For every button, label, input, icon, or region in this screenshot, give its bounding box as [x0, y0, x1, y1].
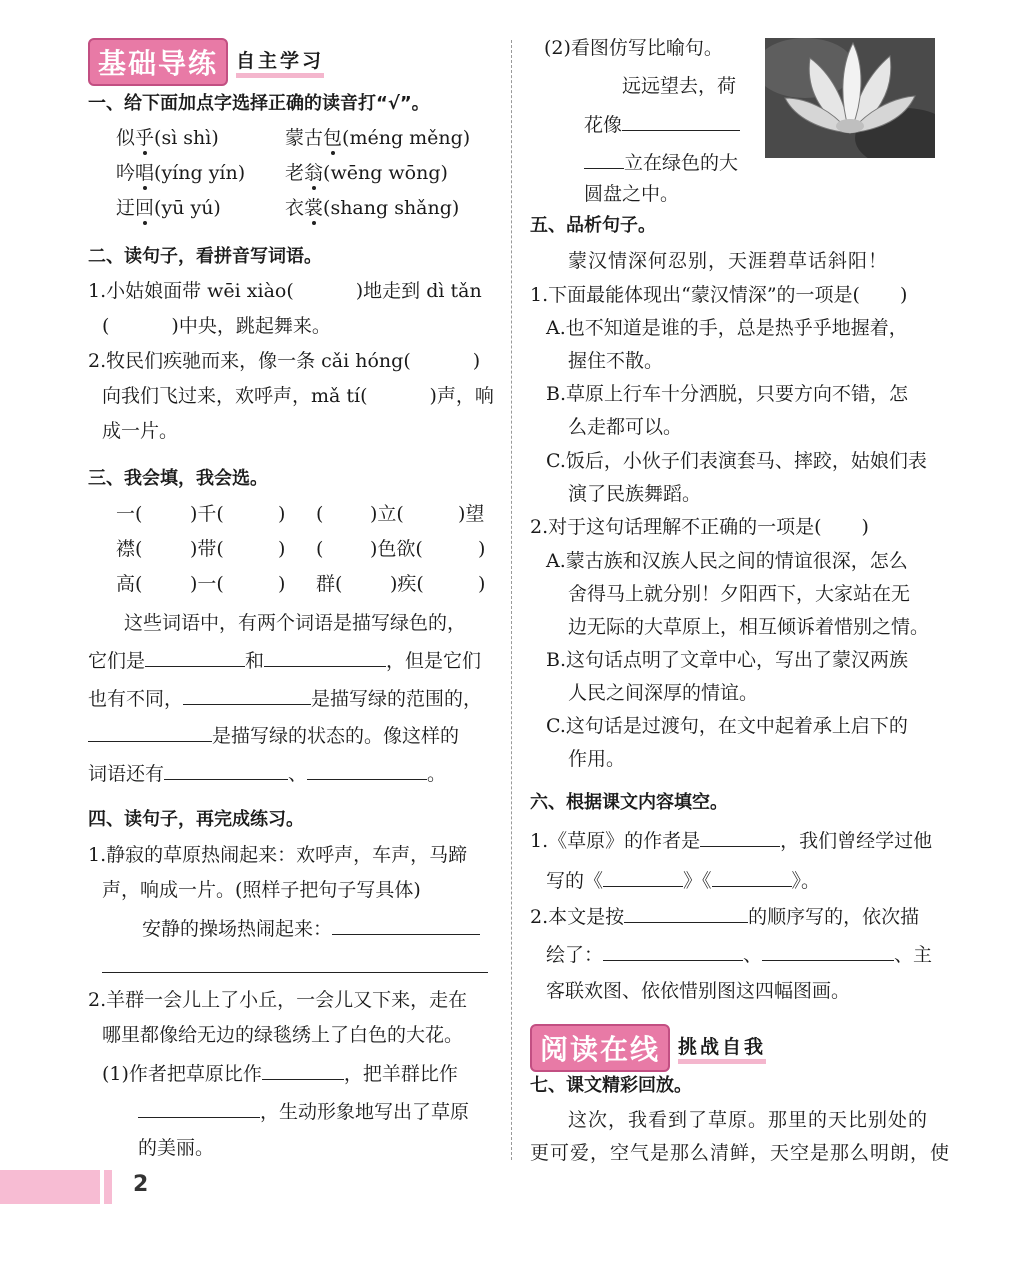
question-line: 远远望去，荷 — [622, 75, 737, 97]
pinyin-item: 老翁(wēng wōng) — [285, 162, 448, 184]
question-line: 1.《草原》的作者是 ，我们曾经学过他 — [530, 830, 933, 852]
pinyin-item: 衣裳(shang shǎng) — [285, 197, 460, 219]
banner-title: 阅读在线 — [530, 1024, 670, 1072]
question-line: 成一片。 — [102, 420, 179, 442]
question-line: 1.下面最能体现出“蒙汉情深”的一项是( ) — [530, 284, 908, 306]
option-line: 舍得马上就分别！夕阳西下，大家站在无 — [568, 583, 911, 605]
banner-subtitle: 自主学习 — [236, 46, 324, 78]
passage-line: 更可爱，空气是那么清鲜，天空是那么明朗，使 — [530, 1142, 951, 1164]
question-line: 1.静寂的草原热闹起来：欢呼声，车声，马蹄 — [88, 844, 468, 866]
section-1-heading: 一、给下面加点字选择正确的读音打“√”。 — [88, 93, 430, 114]
question-line: 花像 — [584, 112, 740, 137]
paragraph-line: 词语还有 、 。 — [88, 763, 447, 785]
pinyin-item: 吟唱(yíng yín) — [116, 162, 246, 184]
question-line: 的美丽。 — [138, 1137, 215, 1159]
option-line: 边无际的大草原上，相互倾诉着惜别之情。 — [568, 616, 930, 638]
option-line: A.蒙古族和汉族人民之间的情谊很深，怎么 — [546, 550, 908, 572]
paragraph-line: 它们是 和 ，但是它们 — [88, 650, 482, 672]
option-line: B.这句话点明了文章中心，写出了蒙汉两族 — [546, 649, 909, 671]
section-banner-basic — [88, 38, 324, 86]
paragraph-line: 这些词语中，有两个词语是描写绿色的， — [124, 612, 467, 634]
question-line: 立在绿色的大 — [584, 150, 738, 175]
option-line: 么走都可以。 — [568, 416, 683, 438]
answer-line — [102, 972, 488, 973]
footer-bar-accent — [104, 1170, 112, 1204]
section-2-heading: 二、读句子，看拼音写词语。 — [88, 246, 322, 267]
option-line: A.也不知道是谁的手，总是热乎乎地握着， — [546, 317, 908, 339]
question-line: 1.小姑娘面带 wēi xiào( )地走到 dì tǎn — [88, 280, 482, 302]
option-line: C.饭后，小伙子们表演套马、摔跤，姑娘们表 — [546, 450, 927, 472]
option-line: B.草原上行车十分洒脱，只要方向不错，怎 — [546, 383, 909, 405]
question-line: 2.对于这句话理解不正确的一项是( ) — [530, 516, 869, 538]
option-line: 作用。 — [568, 748, 626, 770]
question-line: 写的《 》《 》。 — [546, 870, 821, 892]
pinyin-item: 蒙古包(méng měng) — [285, 127, 471, 149]
pinyin-item: 迂回(yū yú) — [116, 197, 221, 219]
question-line: ( )中央，跳起舞来。 — [102, 315, 331, 337]
section-5-heading: 五、品析句子。 — [530, 215, 656, 236]
banner-subtitle: 挑战自我 — [678, 1032, 766, 1064]
banner-title: 基础导练 — [88, 38, 228, 86]
page-number: 2 — [133, 1172, 149, 1197]
pinyin-item: 似乎(sì shì) — [116, 127, 219, 149]
paragraph-line: 是描写绿的状态的。像这样的 — [88, 723, 459, 748]
section-6-heading: 六、根据课文内容填空。 — [530, 792, 728, 813]
question-line: 2.本文是按 的顺序写的，依次描 — [530, 906, 920, 928]
section-7-heading: 七、课文精彩回放。 — [530, 1075, 692, 1096]
footer-bar — [0, 1170, 100, 1204]
question-line: 向我们飞过来，欢呼声，mǎ tí( )声，响 — [102, 385, 494, 407]
question-line: 2.羊群一会儿上了小丘，一会儿又下来，走在 — [88, 989, 468, 1011]
question-line: 哪里都像给无边的绿毯绣上了白色的大花。 — [102, 1024, 464, 1046]
question-line: ，生动形象地写出了草原 — [138, 1099, 469, 1124]
section-3-heading: 三、我会填，我会选。 — [88, 468, 268, 489]
quote-line: 蒙汉情深何忍别，天涯碧草话斜阳！ — [568, 250, 889, 272]
option-line: 握住不散。 — [568, 350, 664, 372]
question-line: 圆盘之中。 — [584, 183, 680, 205]
section-banner-reading — [530, 1024, 766, 1072]
lotus-image — [765, 38, 935, 158]
question-line: 声，响成一片。(照样子把句子写具体) — [102, 879, 421, 901]
section-4-heading: 四、读句子，再完成练习。 — [88, 809, 304, 830]
question-line: (1)作者把草原比作 ，把羊群比作 — [102, 1063, 458, 1085]
question-line: (2)看图仿写比喻句。 — [544, 37, 723, 59]
paragraph-line: 也有不同， 是描写绿的范围的， — [88, 688, 483, 710]
question-line: 2.牧民们疾驰而来，像一条 cǎi hóng( ) — [88, 350, 481, 372]
passage-line: 这次，我看到了草原。那里的天比别处的 — [568, 1109, 929, 1131]
column-divider — [511, 40, 513, 1160]
option-line: C.这句话是过渡句，在文中起着承上启下的 — [546, 715, 908, 737]
option-line: 人民之间深厚的情谊。 — [568, 682, 759, 704]
option-line: 演了民族舞蹈。 — [568, 483, 702, 505]
question-line: 客联欢图、依依惜别图这四幅图画。 — [546, 980, 851, 1002]
question-line: 安静的操场热闹起来： — [142, 916, 480, 941]
question-line: 绘了： 、 、主 — [546, 944, 933, 966]
